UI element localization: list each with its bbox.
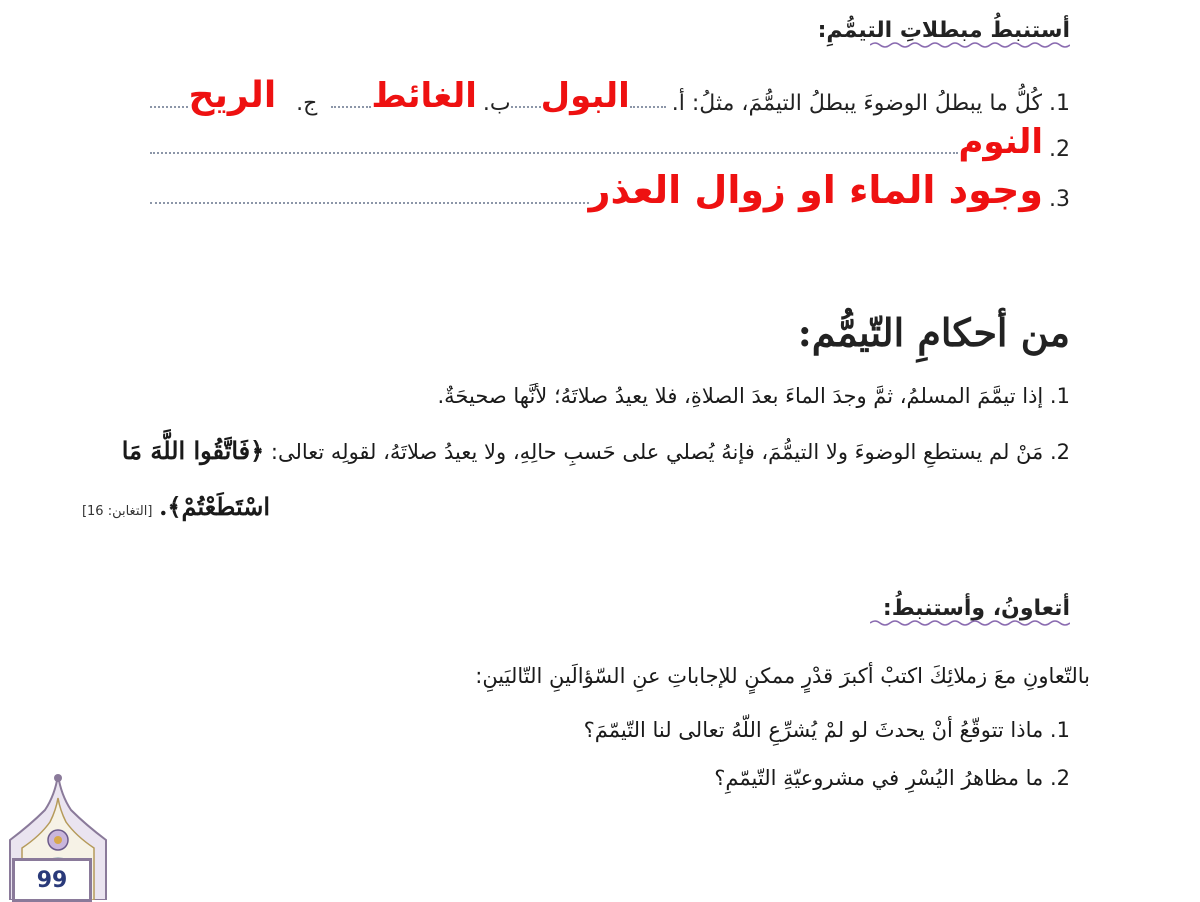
page-number: 99 bbox=[12, 858, 92, 902]
answer-line-2: النوم bbox=[958, 122, 1043, 162]
quran-reference: [التغابن: 16] bbox=[81, 504, 153, 519]
answer-dotted-line bbox=[150, 202, 589, 204]
heading-underline-ornament bbox=[870, 41, 1070, 49]
line-number-2: 2. bbox=[1049, 137, 1070, 162]
section-heading-invalidators bbox=[818, 18, 1070, 43]
answer-b: الغائط bbox=[371, 76, 477, 116]
question-1-prefix: 1. كُلُّ ما يبطلُ الوضوءَ يبطلُ التيمُّمَ، مثلُ: أ. bbox=[671, 91, 1070, 116]
question-row-3 bbox=[150, 168, 1070, 212]
ruling-item-2-continuation bbox=[82, 492, 270, 521]
ruling-item-2-text: 2. مَنْ لم يستطعِ الوضوءَ ولا التيمُّمَ، فإنهُ يُصلي على حَسبِ حالِهِ، ولا يعيدُ صلاتَهُ، لقولِه تعالى: bbox=[270, 440, 1070, 464]
answer-j: الريح bbox=[188, 75, 277, 116]
cooperate-intro: بالتّعاونِ معَ زملائِكَ اكتبْ أكبرَ قدْرٍ ممكنٍ للإجاباتِ عنِ السّؤالَينِ التّاليَينِ: bbox=[475, 664, 1090, 688]
heading-underline-ornament bbox=[870, 619, 1070, 627]
ruling-item-1: 1. إذا تيمَّمَ المسلمُ، ثمَّ وجدَ الماءَ بعدَ الصلاةِ، فلا يعيدُ صلاتَهُ؛ لأنَّها صحيحَةٌ. bbox=[437, 384, 1070, 408]
answer-line-3: وجود الماء او زوال العذر bbox=[588, 168, 1043, 212]
answer-dotted-line bbox=[511, 106, 541, 108]
quran-verse-part-1: ﴿فَاتَّقُوا اللَّهَ مَا bbox=[121, 436, 265, 465]
option-b-marker: ب. bbox=[482, 91, 511, 116]
option-j-marker: ج. bbox=[296, 91, 318, 116]
ruling-item-2 bbox=[122, 436, 1070, 465]
question-row-2 bbox=[150, 122, 1070, 162]
answer-dotted-line bbox=[150, 152, 958, 154]
line-number-3: 3. bbox=[1049, 187, 1070, 212]
answer-dotted-line bbox=[150, 106, 188, 108]
section-heading-rulings bbox=[798, 310, 1070, 355]
answer-dotted-line bbox=[630, 106, 666, 108]
question-row-1 bbox=[150, 75, 1070, 116]
heading-text: من أحكامِ التّيمُّم: bbox=[797, 310, 1070, 355]
heading-text: أتعاونُ، وأستنبطُ: bbox=[882, 596, 1070, 621]
cooperate-question-1: 1. ماذا تتوقّعُ أنْ يحدثَ لو لمْ يُشرِّعِ اللّهُ تعالى لنا التّيمّمَ؟ bbox=[583, 718, 1070, 742]
section-heading-cooperate bbox=[883, 596, 1070, 621]
answer-a: البول bbox=[540, 76, 630, 116]
cooperate-question-2: 2. ما مظاهرُ اليُسْرِ في مشروعيّةِ التّيمّمِ؟ bbox=[714, 766, 1070, 790]
quran-verse-part-2: اسْتَطَعْتُمْ﴾. bbox=[159, 492, 270, 521]
heading-text: أستنبطُ مبطلاتِ التيمُّمِ: bbox=[817, 18, 1070, 43]
answer-dotted-line bbox=[331, 106, 371, 108]
